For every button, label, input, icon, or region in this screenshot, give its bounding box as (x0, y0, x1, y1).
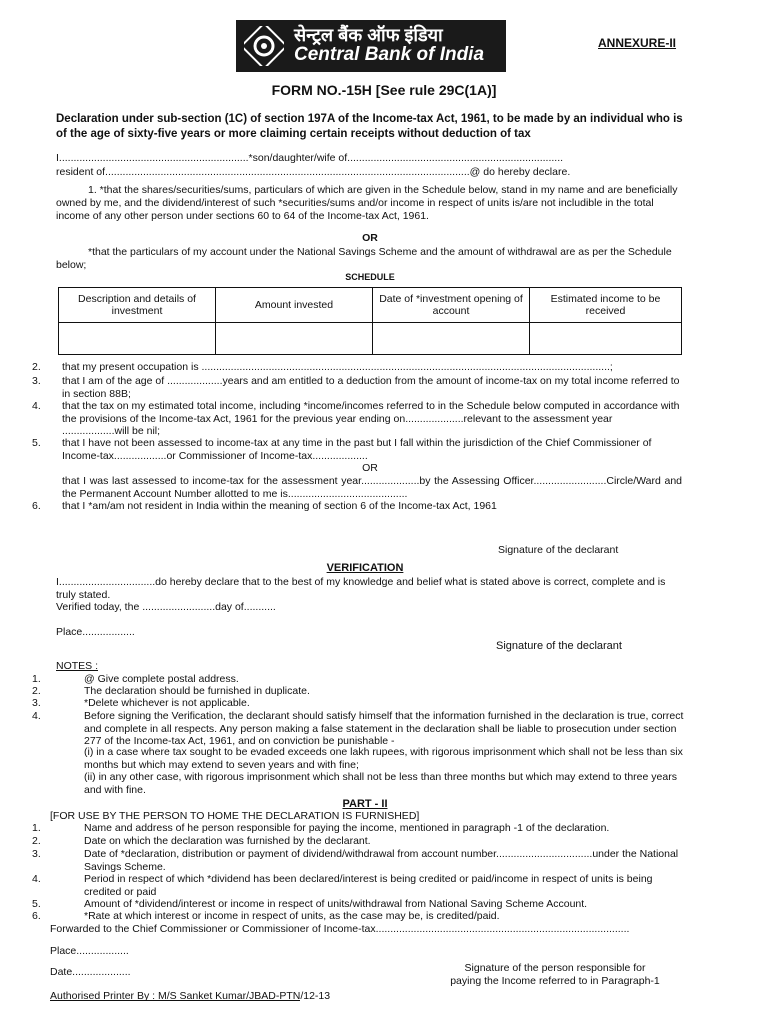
annexure-label: ANNEXURE-II (598, 36, 677, 50)
verification-title: VERIFICATION (326, 562, 404, 574)
schedule-cell[interactable] (373, 323, 530, 355)
part-2-subtitle: [FOR USE BY THE PERSON TO HOME THE DECLARATION IS FURNISHED] (50, 810, 420, 822)
item-number: 6. (32, 500, 41, 512)
note-1: @ Give complete postal address. (84, 673, 239, 685)
schedule-header-income: Estimated income to be received (530, 288, 682, 323)
note-2: The declaration should be furnished in duplicate. (84, 685, 310, 697)
declarant-signature-label: Signature of the declarant (498, 544, 619, 556)
part-2-item-3: Date of *declaration, distribution or payment of dividend/withdrawal from account number.................................under the National Savings Scheme. (84, 848, 679, 873)
part-2-item-6: *Rate at which interest or income in respect of units, as the case may be, is credited/paid. (84, 910, 500, 922)
printer-credit: Authorised Printer By : M/S Sanket Kumar/JBAD-PTN/12-13 (50, 990, 331, 1002)
part-2-number: 3. (32, 848, 41, 860)
part-2-item-1: Name and address of he person responsible for paying the income, mentioned in paragraph -1 of the declaration. (84, 822, 610, 834)
part-2-number: 5. (32, 898, 41, 910)
part-2-number: 4. (32, 873, 41, 885)
note-4-sub-i: (i) in a case where tax sought to be evaded exceeds one lakh rupees, with rigorous imprisonment which shall not be less than six months but which may extend to seven years and with fine; (84, 746, 683, 771)
part-2-number: 2. (32, 835, 41, 847)
paragraph-1b: *that the particulars of my account under the National Savings Scheme and the amount of withdrawal are as per the Schedule below; (56, 246, 672, 271)
item-number: 5. (32, 437, 41, 449)
note-4-sub-ii: (ii) in any other case, with rigorous imprisonment which shall not be less than three months but which may extend to three years and with fine. (84, 771, 677, 796)
note-number: 1. (32, 673, 41, 685)
notes-title: NOTES : (56, 660, 99, 672)
part-2-number: 1. (32, 822, 41, 834)
part-2-item-5: Amount of *dividend/interest or income in respect of units/withdrawal from National Saving Scheme Account. (84, 898, 588, 910)
or-separator-1: OR (362, 232, 378, 244)
declaration-heading: Declaration under sub-section (1C) of section 197A of the Income-tax Act, 1961, to be made by an individual who is of the age of sixty-five years or more claiming certain receipts without deduction of tax (56, 113, 683, 140)
note-number: 3. (32, 697, 41, 709)
bank-emblem-icon (242, 24, 286, 68)
part-2-title: PART - II (342, 798, 388, 810)
note-4: Before signing the Verification, the declarant should satisfy himself that the information furnished in the declaration is true, correct and complete in all respects. Any person making a false statement in the declaration shall be liable to prosecution under section 277 of the Income-tax Act, 1961, and on conviction be punishable - (84, 710, 684, 747)
form-title: FORM NO.-15H [See rule 29C(1A)] (271, 82, 497, 98)
payer-signature-line-2: paying the Income referred to in Paragraph-1 (450, 975, 660, 987)
schedule-header-description: Description and details of investment (59, 288, 216, 323)
verification-text: I.................................do hereby declare that to the best of my knowledge and belief what is stated above is correct, complete and is truly stated. (56, 576, 666, 601)
item-number: 2. (32, 361, 41, 373)
schedule-header-date: Date of *investment opening of account (373, 288, 530, 323)
part-2-item-4: Period in respect of which *dividend has been declared/interest is being credited or paid/income in respect of units is being credited or paid (84, 873, 653, 898)
note-3: *Delete whichever is not applicable. (84, 697, 250, 709)
or-separator-2: OR (362, 462, 378, 474)
note-number: 4. (32, 710, 41, 722)
item-5: that I have not been assessed to income-tax at any time in the past but I fall within the jurisdiction of the Chief Commissioner of Income-tax..................or Commissioner of Income-tax................... (62, 437, 652, 462)
bank-logo (236, 20, 506, 72)
verification-signature-label: Signature of the declarant (496, 640, 622, 652)
resident-line: resident of.............................................................................................................................@ do hereby declare. (56, 166, 571, 178)
item-5b: that I was last assessed to income-tax for the assessment year....................by the Assessing Officer.........................Circle/Ward and the Permanent Account Number allotted to me is......................................... (62, 475, 682, 500)
item-number: 3. (32, 375, 41, 387)
verification-place: Place.................. (56, 626, 135, 638)
schedule-cell[interactable] (530, 323, 682, 355)
payer-signature-line-1: Signature of the person responsible for (464, 962, 646, 974)
schedule-cell[interactable] (59, 323, 216, 355)
part-2-date: Date.................... (50, 966, 131, 978)
verified-date-line: Verified today, the .........................day of........... (56, 601, 276, 613)
schedule-header-amount: Amount invested (216, 288, 373, 323)
part-2-place: Place.................. (50, 945, 129, 957)
item-number: 4. (32, 400, 41, 412)
item-6: that I *am/am not resident in India within the meaning of section 6 of the Income-tax Act, 1961 (62, 500, 497, 512)
logo-hindi-text: सेन्ट्रल बैंक ऑफ इंडिया (294, 24, 443, 45)
forwarded-line: Forwarded to the Chief Commissioner or Commissioner of Income-tax....................................................................................... (50, 923, 630, 935)
name-line: I.................................................................*son/daughter/wife of.......................................................................... (56, 152, 564, 164)
item-2: that my present occupation is ............................................................................................................................................; (62, 361, 613, 373)
part-2-item-2: Date on which the declaration was furnished by the declarant. (84, 835, 371, 847)
schedule-table (58, 287, 682, 355)
part-2-number: 6. (32, 910, 41, 922)
schedule-cell[interactable] (216, 323, 373, 355)
item-4: that the tax on my estimated total income, including *income/incomes referred to in the Schedule below computed in accordance with the provisions of the Income-tax Act, 1961 for the previous year ending on....................relevant to the assessment year ..................will be nil; (62, 400, 680, 437)
logo-english-text: Central Bank of India (294, 44, 485, 66)
item-3: that I am of the age of ...................years and am entitled to a deduction from the amount of income-tax on my total income referred to in section 88B; (62, 375, 680, 400)
paragraph-1: 1. *that the shares/securities/sums, particulars of which are given in the Schedule below, stand in my name and are beneficially owned by me, and the dividend/interest of such *securities/sums and/or income in respect of units is/are not includible in the total income of any other person under sections 60 to 64 of the Income-tax Act, 1961. (56, 184, 678, 222)
schedule-title: SCHEDULE (345, 272, 395, 282)
note-number: 2. (32, 685, 41, 697)
